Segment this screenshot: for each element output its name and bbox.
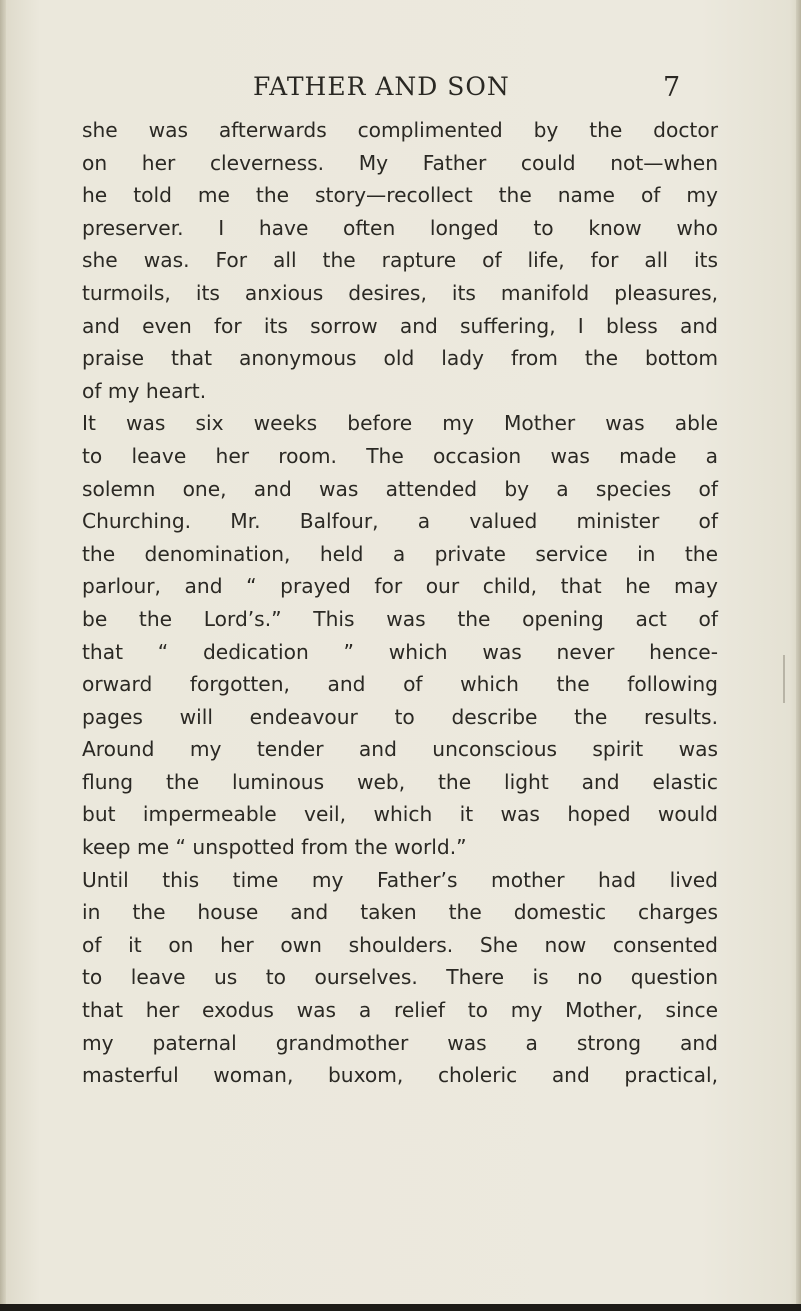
text-line: to leave her room. The occasion was made a: [82, 443, 718, 468]
text-line: to leave us to ourselves. There is no question: [82, 965, 718, 990]
running-head: FATHER AND SON: [253, 72, 510, 101]
text-line: of my heart.: [82, 378, 207, 403]
text-line: Around my tender and unconscious spirit was: [82, 737, 718, 762]
text-line: preserver. I have often longed to know who: [82, 215, 718, 240]
bottom-edge-rule: [0, 1304, 801, 1311]
text-line: the denomination, held a private service in the: [82, 541, 718, 566]
page-number: 7: [663, 72, 681, 103]
page-header: [0, 72, 801, 112]
text-line: be the Lord’s.” This was the opening act of: [82, 606, 718, 631]
text-line: and even for its sorrow and suffering, I bless and: [82, 313, 718, 338]
text-line: he told me the story—recollect the name of my: [82, 183, 718, 208]
text-line: she was. For all the rapture of life, for all its: [82, 248, 718, 273]
body-text: [82, 114, 718, 1092]
text-line: she was afterwards complimented by the doctor: [82, 118, 718, 142]
text-line: masterful woman, buxom, choleric and practical,: [82, 1063, 718, 1088]
text-line: turmoils, its anxious desires, its manifold pleasures,: [82, 280, 718, 305]
text-line: solemn one, and was attended by a species of: [82, 476, 718, 501]
text-line: It was six weeks before my Mother was able: [82, 411, 718, 436]
text-line: orward forgotten, and of which the following: [82, 672, 718, 697]
text-line: that “ dedication ” which was never hence-: [82, 639, 718, 664]
text-line: but impermeable veil, which it was hoped would: [82, 802, 718, 827]
text-line: of it on her own shoulders. She now consented: [82, 932, 718, 957]
page-right-edge: [796, 0, 801, 1311]
text-line: parlour, and “ prayed for our child, that he may: [82, 574, 718, 599]
text-line: that her exodus was a relief to my Mother, since: [82, 998, 718, 1023]
text-line: flung the luminous web, the light and elastic: [82, 769, 718, 794]
text-line: praise that anonymous old lady from the bottom: [82, 346, 718, 371]
text-line: Until this time my Father’s mother had lived: [82, 867, 718, 892]
text-line: Churching. Mr. Balfour, a valued minister of: [82, 509, 718, 534]
text-line: in the house and taken the domestic charges: [82, 900, 718, 925]
text-line: on her cleverness. My Father could not—when: [82, 150, 718, 175]
page-left-edge: [0, 0, 6, 1311]
margin-mark: [783, 655, 785, 703]
text-line: my paternal grandmother was a strong and: [82, 1030, 718, 1055]
text-line: pages will endeavour to describe the results.: [82, 704, 718, 729]
text-line: keep me “ unspotted from the world.”: [82, 835, 467, 860]
